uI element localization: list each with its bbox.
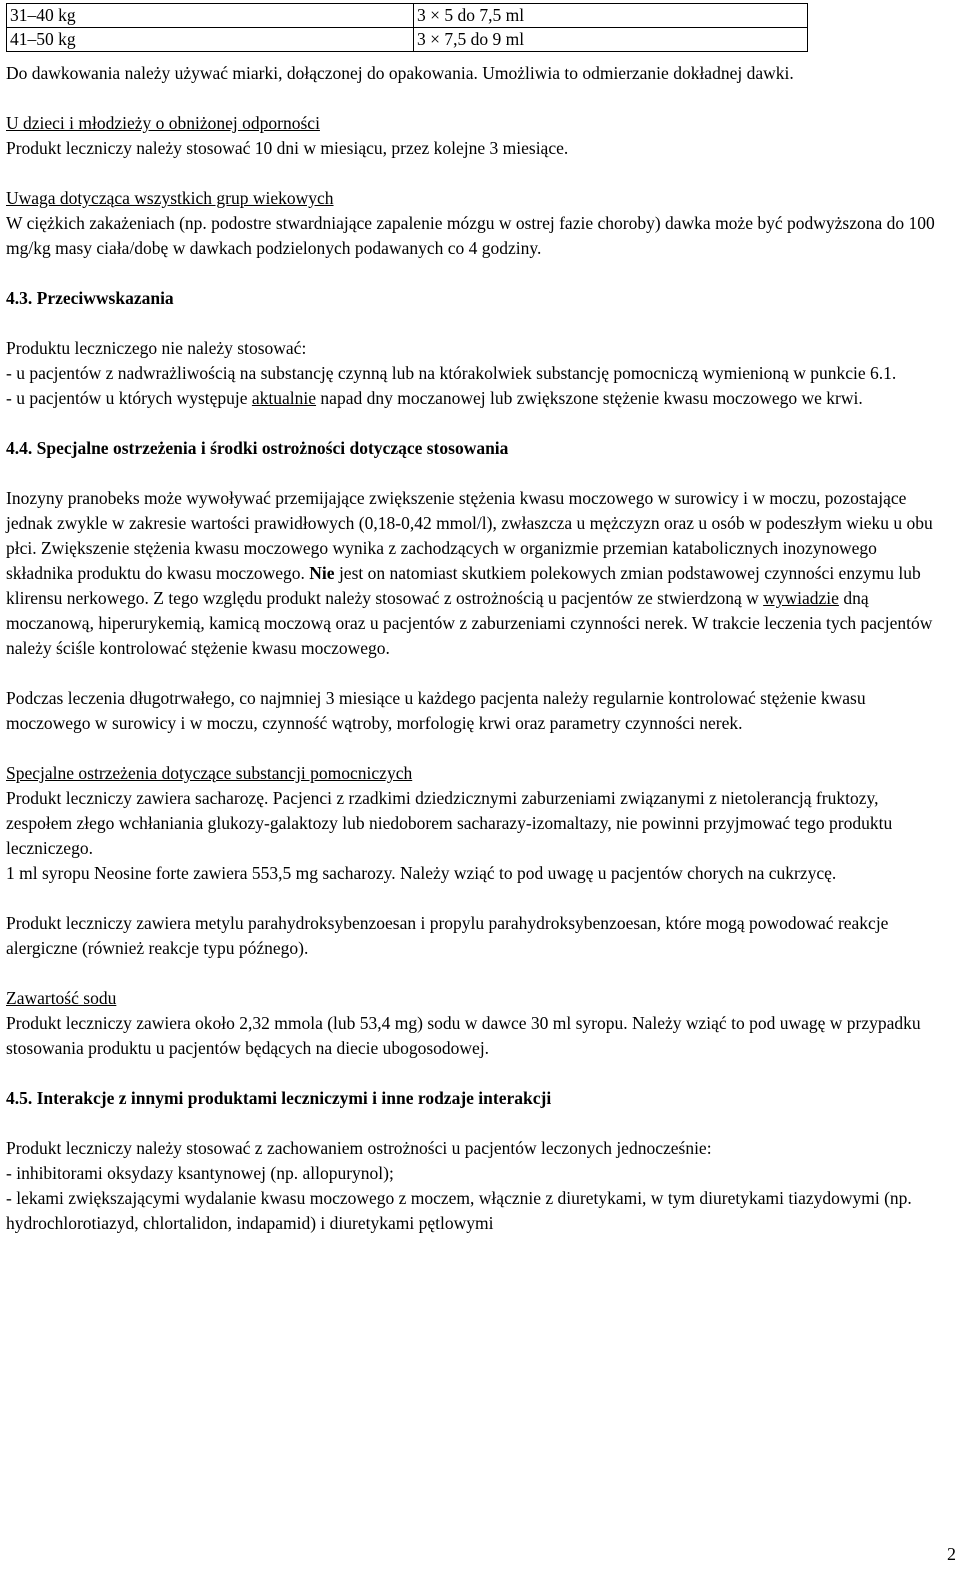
page-number: 2: [947, 1544, 956, 1564]
dose-cell: 3 × 5 do 7,5 ml: [414, 4, 808, 28]
immunity-text: Produkt leczniczy należy stosować 10 dni w miesiącu, przez kolejne 3 miesiące.: [6, 138, 569, 158]
warnings-paragraph-1: Inozyny pranobeks może wywoływać przemijające zwiększenie stężenia kwasu moczowego w surowicy i w moczu, pozostające jednak zwykle w zakresie wartości prawidłowych (0,18-0,42 mmol/l), zwłaszcza u mężczyzn oraz u osób w podeszłym wieku u obu płci. Zwiększenie stężenia kwasu moczowego wynika z zachodzących w organizmie przemian katabolicznych inozynowego składnika produktu do kwasu moczowego. Nie jest on natomiast skutkiem polekowych zmian podstawowej czynności enzymu lub klirensu nerkowego. Z tego względu produkt należy stosować z ostrożnością u pacjentów ze stwierdzoną w wywiadzie dną moczanową, hiperurykemią, kamicą moczową oraz u pacjentów z zaburzeniami czynności nerek. W trakcie leczenia tych pacjentów należy ściśle kontrolować stężenie kwasu moczowego.: [6, 488, 933, 658]
table-row: [7, 4, 808, 28]
measuring-note: Do dawkowania należy używać miarki, dołączonej do opakowania. Umożliwia to odmierzanie dokładnej dawki.: [6, 63, 794, 83]
parabens-text: Produkt leczniczy zawiera metylu parahydroksybenzoesan i propylu parahydroksybenzoesan, które mogą powodować reakcje alergiczne (również reakcje typu późnego).: [6, 913, 889, 958]
sodium-title: Zawartość sodu: [6, 988, 117, 1008]
contraindications-heading: 4.3. Przeciwwskazania: [6, 288, 174, 308]
contraindications-item-1: - u pacjentów z nadwrażliwością na substancję czynną lub na którakolwiek substancję pomocniczą wymienioną w punkcie 6.1.: [6, 363, 897, 383]
dose-table: [6, 3, 808, 52]
weight-cell: 31–40 kg: [7, 4, 414, 28]
interactions-item-1: - inhibitorami oksydazy ksantynowej (np. allopurynol);: [6, 1163, 394, 1183]
immunity-title: U dzieci i młodzieży o obniżonej odporności: [6, 113, 320, 133]
excipients-text-2: 1 ml syropu Neosine forte zawiera 553,5 mg sacharozy. Należy wziąć to pod uwagę u pacjentów chorych na cukrzycę.: [6, 863, 837, 883]
all-ages-text: W ciężkich zakażeniach (np. podostre stwardniające zapalenie mózgu w ostrej fazie choroby) dawka może być podwyższona do 100 mg/kg masy ciała/dobę w dawkach podzielonych podawanych co 4 godziny.: [6, 213, 935, 258]
warnings-heading: 4.4. Specjalne ostrzeżenia i środki ostrożności dotyczące stosowania: [6, 438, 509, 458]
interactions-heading: 4.5. Interakcje z innymi produktami leczniczymi i inne rodzaje interakcji: [6, 1088, 552, 1108]
sodium-text: Produkt leczniczy zawiera około 2,32 mmola (lub 53,4 mg) sodu w dawce 30 ml syropu. Należy wziąć to pod uwagę w przypadku stosowania produktu u pacjentów będących na diecie ubogosodowej.: [6, 1013, 921, 1058]
excipients-title: Specjalne ostrzeżenia dotyczące substancji pomocniczych: [6, 763, 413, 783]
excipients-text-1: Produkt leczniczy zawiera sacharozę. Pacjenci z rzadkimi dziedzicznymi zaburzeniami związanymi z nietolerancją fruktozy, zespołem złego wchłaniania glukozy-galaktozy lub niedoborem sacharazy-izomaltazy, nie powinni przyjmować tego produktu leczniczego.: [6, 788, 893, 858]
all-ages-title: Uwaga dotycząca wszystkich grup wiekowych: [6, 188, 334, 208]
dose-cell: 3 × 7,5 do 9 ml: [414, 28, 808, 52]
table-row: [7, 28, 808, 52]
warnings-paragraph-2: Podczas leczenia długotrwałego, co najmniej 3 miesiące u każdego pacjenta należy regularnie kontrolować stężenie kwasu moczowego w surowicy i w moczu, czynność wątroby, morfologię krwi oraz parametry czynności nerek.: [6, 688, 866, 733]
contraindications-item-2: - u pacjentów u których występuje aktualnie napad dny moczanowej lub zwiększone stężenie kwasu moczowego we krwi.: [6, 388, 863, 408]
interactions-intro: Produkt leczniczy należy stosować z zachowaniem ostrożności u pacjentów leczonych jednocześnie:: [6, 1138, 712, 1158]
interactions-item-2: - lekami zwiększającymi wydalanie kwasu moczowego z moczem, włącznie z diuretykami, w tym diuretykami tiazydowymi (np. hydrochlorotiazyd, chlortalidon, indapamid) i diuretykami pętlowymi: [6, 1188, 912, 1233]
document-text: [6, 61, 936, 1236]
weight-cell: 41–50 kg: [7, 28, 414, 52]
contraindications-intro: Produktu leczniczego nie należy stosować:: [6, 338, 307, 358]
